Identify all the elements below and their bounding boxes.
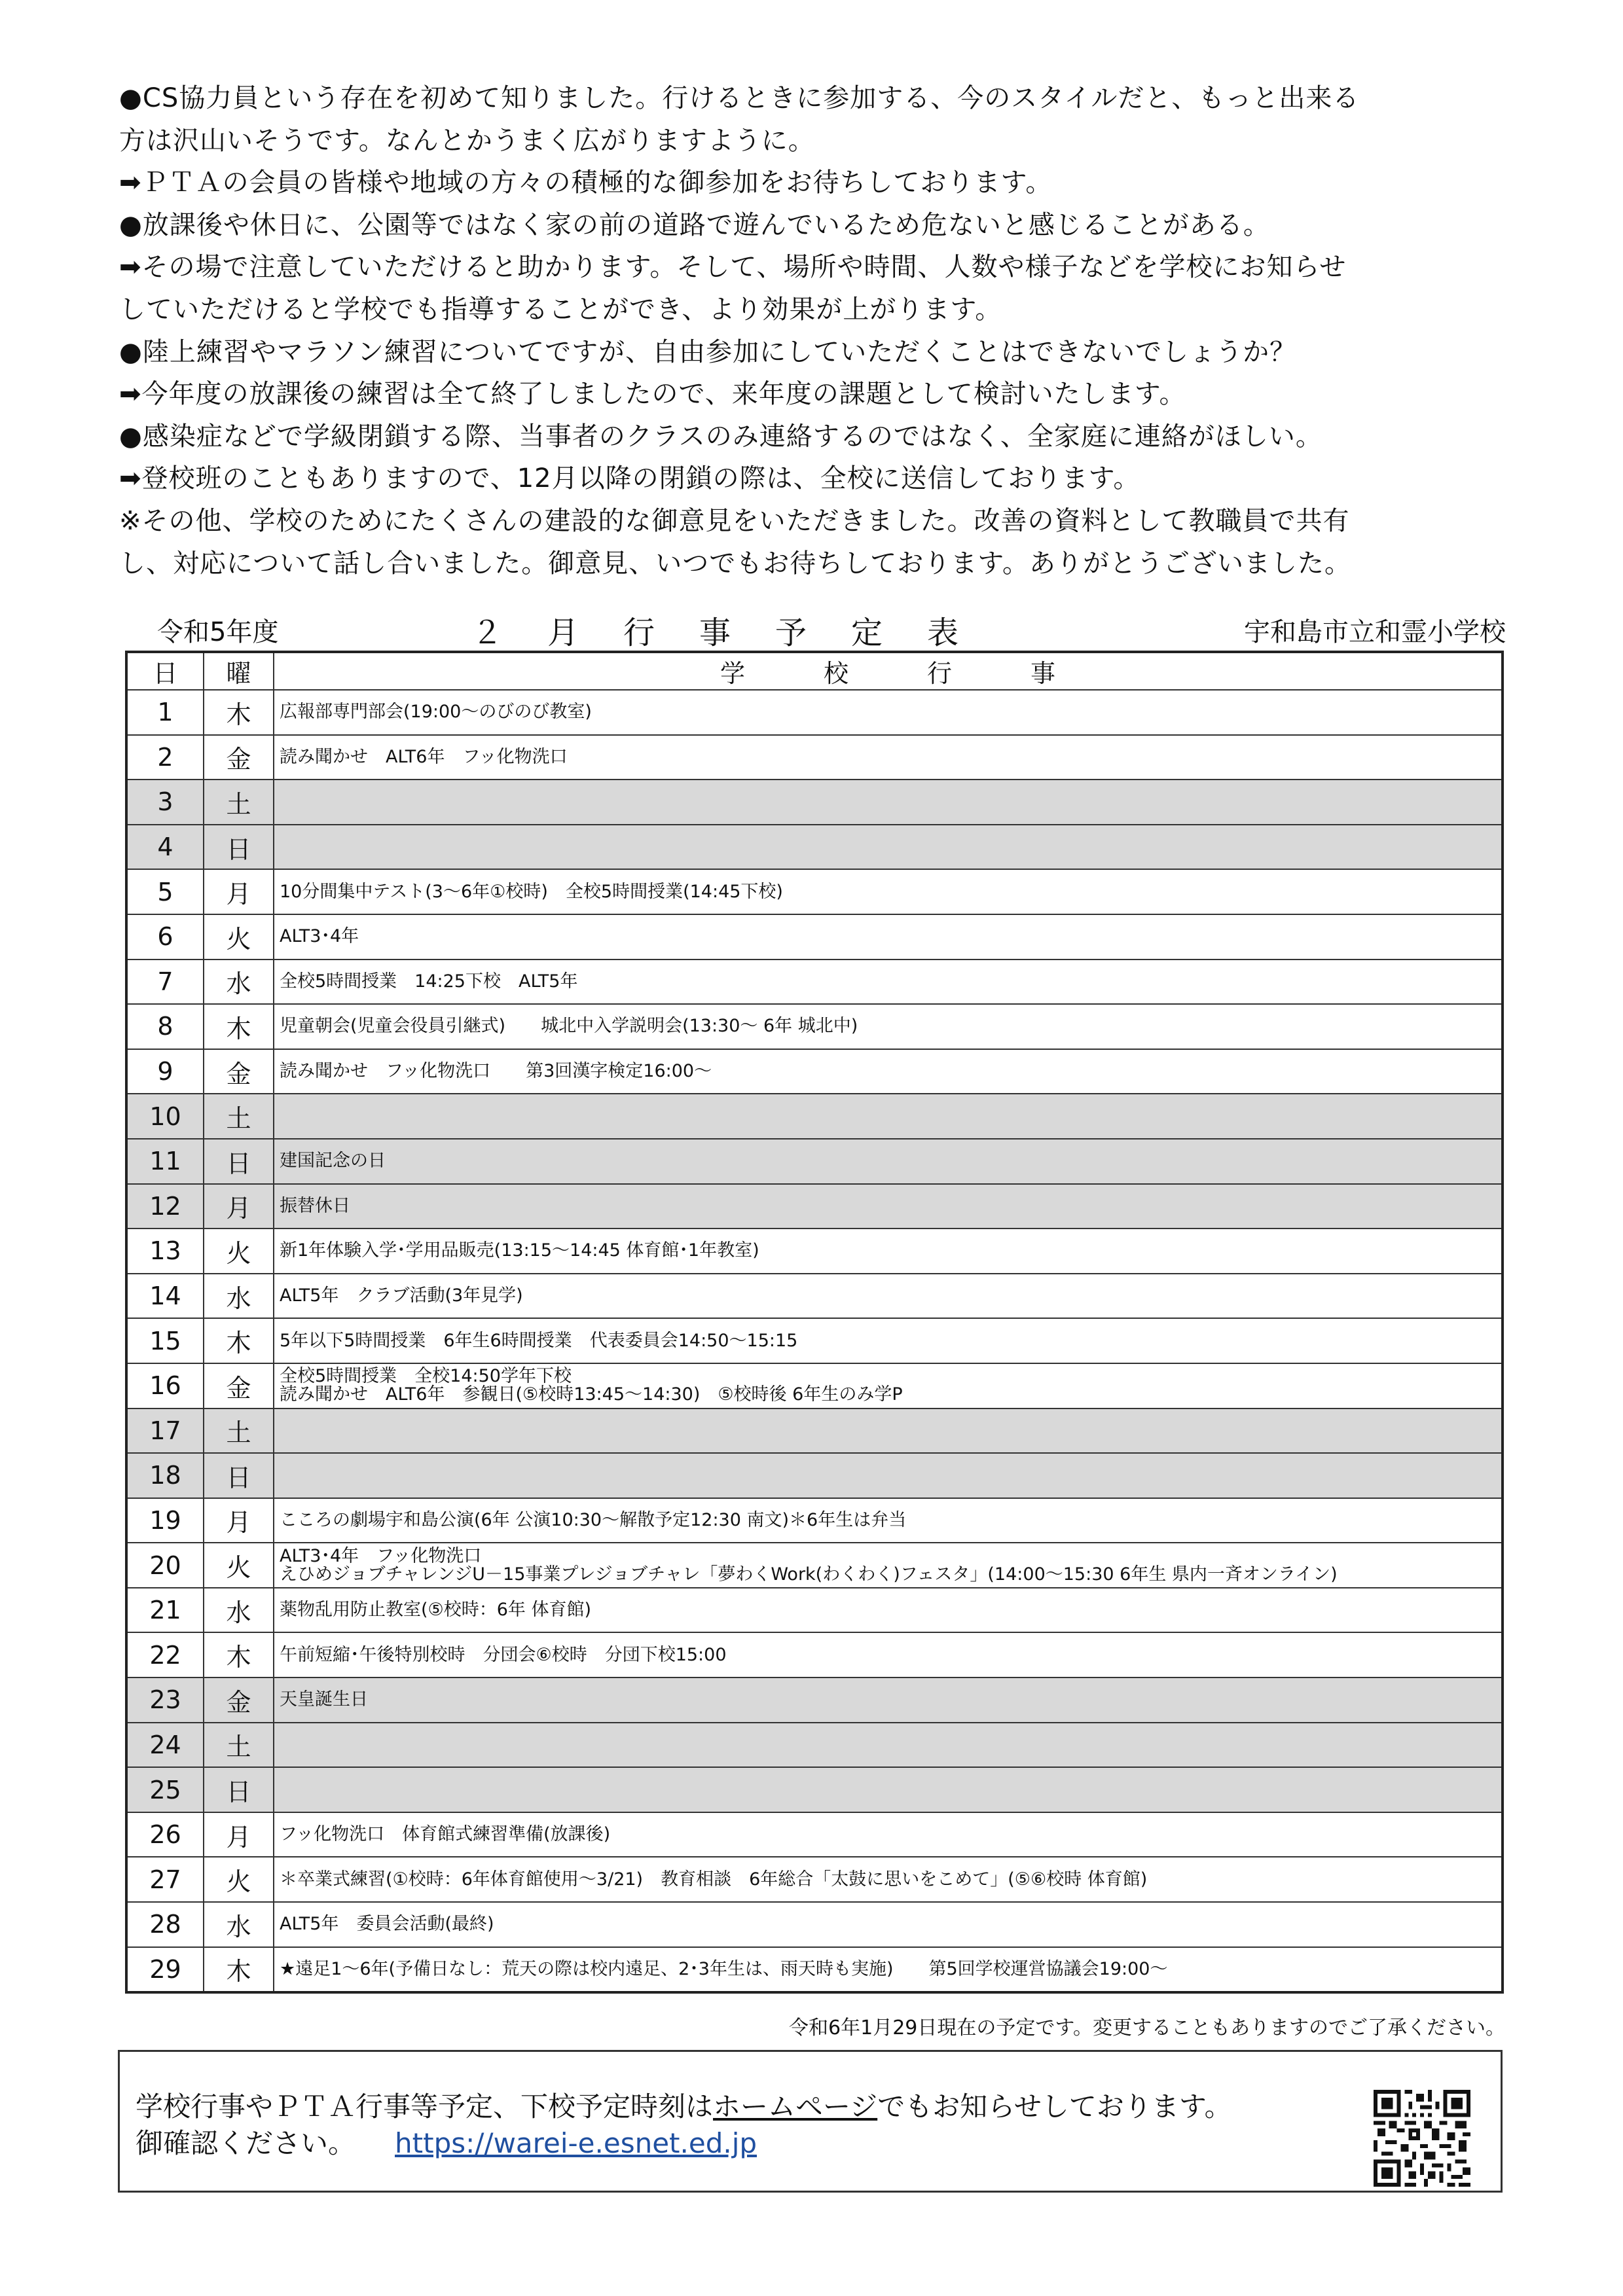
table-row xyxy=(126,1363,1503,1408)
event-cell: 天皇誕生日 xyxy=(274,1677,1503,1723)
day-cell: 18 xyxy=(126,1453,204,1498)
weekday-cell: 土 xyxy=(204,1408,274,1454)
day-cell: 3 xyxy=(126,780,204,825)
day-cell: 20 xyxy=(126,1543,204,1588)
day-cell: 19 xyxy=(126,1498,204,1543)
table-row xyxy=(126,1498,1503,1543)
weekday-cell: 月 xyxy=(204,1812,274,1857)
event-cell xyxy=(274,1453,1503,1498)
table-row xyxy=(126,1318,1503,1363)
weekday-cell: 月 xyxy=(204,869,274,914)
table-row xyxy=(126,960,1503,1005)
event-cell: 読み聞かせ フッ化物洗口 第3回漢字検定16:00～ xyxy=(274,1049,1503,1094)
day-cell: 23 xyxy=(126,1677,204,1723)
intro-line: ※その他、学校のためにたくさんの建設的な御意見をいただきました。改善の資料として教職員で共有 xyxy=(119,505,1350,536)
table-row xyxy=(126,780,1503,825)
weekday-cell: 水 xyxy=(204,1274,274,1319)
day-cell: 29 xyxy=(126,1947,204,1993)
day-cell: 27 xyxy=(126,1857,204,1902)
weekday-cell: 月 xyxy=(204,1184,274,1229)
weekday-cell: 水 xyxy=(204,960,274,1005)
table-row xyxy=(126,1902,1503,1947)
intro-line: ●陸上練習やマラソン練習についてですが、自由参加にしていただくことはできないでしょうか？ xyxy=(119,336,1297,367)
event-cell xyxy=(274,780,1503,825)
table-row xyxy=(126,825,1503,870)
day-cell: 24 xyxy=(126,1723,204,1768)
footer-line2: 御確認ください。 xyxy=(136,2127,356,2159)
day-cell: 13 xyxy=(126,1229,204,1274)
event-cell: 広報部専門部会(19:00～のびのび教室) xyxy=(274,690,1503,735)
schedule-note: 令和6年1月29日現在の予定です。変更することもありますのでご了承ください。 xyxy=(789,2017,1505,2039)
event-cell: 10分間集中テスト(3～6年①校時) 全校5時間授業(14:45下校) xyxy=(274,869,1503,914)
event-cell: ★遠足1～6年(予備日なし：荒天の際は校内遠足、2･3年生は、雨天時も実施) 第5回学校運営協議会19:00～ xyxy=(274,1947,1503,1993)
qr-code-icon xyxy=(1368,2090,1476,2187)
table-row xyxy=(126,1543,1503,1588)
weekday-cell: 日 xyxy=(204,825,274,870)
day-cell: 10 xyxy=(126,1094,204,1139)
event-cell: 児童朝会(児童会役員引継式) 城北中入学説明会(13:30～ 6年 城北中) xyxy=(274,1004,1503,1049)
weekday-cell: 金 xyxy=(204,1363,274,1408)
school-url-link[interactable]: https://warei-e.esnet.ed.jp xyxy=(395,2127,757,2159)
day-cell: 8 xyxy=(126,1004,204,1049)
table-row xyxy=(126,869,1503,914)
table-row xyxy=(126,1184,1503,1229)
event-cell: 全校5時間授業 14:25下校 ALT5年 xyxy=(274,960,1503,1005)
weekday-cell: 木 xyxy=(204,690,274,735)
event-cell: 5年以下5時間授業 6年生6時間授業 代表委員会14:50～15:15 xyxy=(274,1318,1503,1363)
event-cell: ALT5年 委員会活動(最終) xyxy=(274,1902,1503,1947)
event-cell: ALT3･4年 フッ化物洗口 えひめジョブチャレンジU－15事業プレジョブチャレ「夢わくWork(わくわく)フェスタ」(14:00～15:30 6年生 県内一斉オンライン) xyxy=(274,1543,1503,1588)
weekday-cell: 木 xyxy=(204,1318,274,1363)
intro-line: し、対応について話し合いました。御意見、いつでもお待ちしております。ありがとうございました。 xyxy=(119,548,1351,579)
weekday-cell: 木 xyxy=(204,1632,274,1677)
fiscal-year: 令和5年度 xyxy=(157,617,279,647)
event-cell xyxy=(274,1767,1503,1812)
weekday-cell: 金 xyxy=(204,1049,274,1094)
intro-line: 方は沢山いそうです。なんとかうまく広がりますように。 xyxy=(119,125,815,156)
table-row xyxy=(126,1857,1503,1902)
table-row xyxy=(126,1812,1503,1857)
event-cell xyxy=(274,1094,1503,1139)
table-row xyxy=(126,690,1503,735)
school-name: 宇和島市立和霊小学校 xyxy=(1244,617,1506,647)
header-weekday: 曜 xyxy=(204,652,274,690)
table-row xyxy=(126,1049,1503,1094)
homepage-link[interactable]: ホームページ xyxy=(713,2090,878,2123)
weekday-cell: 火 xyxy=(204,1229,274,1274)
intro-text xyxy=(119,77,1527,584)
day-cell: 25 xyxy=(126,1767,204,1812)
table-row xyxy=(126,1947,1503,1993)
day-cell: 2 xyxy=(126,735,204,780)
event-cell xyxy=(274,1408,1503,1454)
weekday-cell: 金 xyxy=(204,1677,274,1723)
header-events: 学校行事 xyxy=(274,652,1503,690)
event-cell: ALT5年 クラブ活動(3年見学) xyxy=(274,1274,1503,1319)
header-day: 日 xyxy=(126,652,204,690)
weekday-cell: 金 xyxy=(204,735,274,780)
intro-line: ➡登校班のこともありますので、12月以降の閉鎖の際は、全校に送信しております。 xyxy=(119,463,1140,494)
event-cell: 読み聞かせ ALT6年 フッ化物洗口 xyxy=(274,735,1503,780)
day-cell: 1 xyxy=(126,690,204,735)
table-row xyxy=(126,1723,1503,1768)
intro-line: ●CS協力員という存在を初めて知りました。行けるときに参加する、今のスタイルだと、もっと出来る xyxy=(119,83,1360,113)
table-row xyxy=(126,1139,1503,1184)
event-cell: 午前短縮･午後特別校時 分団会⑥校時 分団下校15:00 xyxy=(274,1632,1503,1677)
weekday-cell: 火 xyxy=(204,1857,274,1902)
weekday-cell: 日 xyxy=(204,1453,274,1498)
event-cell xyxy=(274,825,1503,870)
table-row xyxy=(126,1588,1503,1633)
weekday-cell: 火 xyxy=(204,1543,274,1588)
day-cell: 22 xyxy=(126,1632,204,1677)
event-cell: 新1年体験入学･学用品販売(13:15～14:45 体育館･1年教室) xyxy=(274,1229,1503,1274)
table-row xyxy=(126,1453,1503,1498)
table-row xyxy=(126,1677,1503,1723)
event-cell: 振替休日 xyxy=(274,1184,1503,1229)
table-row xyxy=(126,1004,1503,1049)
table-header-row xyxy=(126,652,1503,690)
day-cell: 4 xyxy=(126,825,204,870)
weekday-cell: 水 xyxy=(204,1588,274,1633)
weekday-cell: 火 xyxy=(204,914,274,960)
weekday-cell: 木 xyxy=(204,1004,274,1049)
day-cell: 17 xyxy=(126,1408,204,1454)
table-row xyxy=(126,1094,1503,1139)
table-row xyxy=(126,914,1503,960)
day-cell: 15 xyxy=(126,1318,204,1363)
day-cell: 28 xyxy=(126,1902,204,1947)
event-cell: フッ化物洗口 体育館式練習準備(放課後) xyxy=(274,1812,1503,1857)
day-cell: 11 xyxy=(126,1139,204,1184)
day-cell: 7 xyxy=(126,960,204,1005)
event-cell: こころの劇場宇和島公演(6年 公演10:30～解散予定12:30 南文)＊6年生は弁当 xyxy=(274,1498,1503,1543)
calendar-header xyxy=(157,607,1506,651)
intro-line: ➡その場で注意していただけると助かります。そして、場所や時間、人数や様子などを学校にお知らせ xyxy=(119,252,1347,283)
day-cell: 5 xyxy=(126,869,204,914)
table-row xyxy=(126,1767,1503,1812)
table-row xyxy=(126,1229,1503,1274)
day-cell: 12 xyxy=(126,1184,204,1229)
table-row xyxy=(126,735,1503,780)
day-cell: 21 xyxy=(126,1588,204,1633)
intro-line: ●感染症などで学級閉鎖する際、当事者のクラスのみ連絡するのではなく、全家庭に連絡がほしい。 xyxy=(119,421,1322,452)
event-cell: 全校5時間授業 全校14:50学年下校 読み聞かせ ALT6年 参観日(⑤校時13:45～14:30) ⑤校時後 6年生のみ学P xyxy=(274,1363,1503,1408)
table-row xyxy=(126,1632,1503,1677)
events-calendar-table xyxy=(125,651,1504,1994)
event-cell xyxy=(274,1723,1503,1768)
day-cell: 16 xyxy=(126,1363,204,1408)
footer-text xyxy=(136,2089,1232,2162)
footer-line1-after: でもお知らせしております。 xyxy=(877,2090,1232,2123)
event-cell: 建国記念の日 xyxy=(274,1139,1503,1184)
intro-line: していただけると学校でも指導することができ、より効果が上がります。 xyxy=(119,294,1002,325)
footer-box xyxy=(118,2050,1503,2193)
weekday-cell: 土 xyxy=(204,1094,274,1139)
weekday-cell: 月 xyxy=(204,1498,274,1543)
day-cell: 6 xyxy=(126,914,204,960)
intro-line: ➡今年度の放課後の練習は全て終了しましたので、来年度の課題として検討いたします。 xyxy=(119,379,1186,410)
weekday-cell: 日 xyxy=(204,1767,274,1812)
weekday-cell: 木 xyxy=(204,1947,274,1993)
table-row xyxy=(126,1274,1503,1319)
intro-line: ●放課後や休日に、公園等ではなく家の前の道路で遊んでいるため危ないと感じることがある。 xyxy=(119,209,1270,240)
weekday-cell: 日 xyxy=(204,1139,274,1184)
weekday-cell: 土 xyxy=(204,1723,274,1768)
event-cell: 薬物乱用防止教室(⑤校時：6年 体育館) xyxy=(274,1588,1503,1633)
footer-line1-before: 学校行事やＰＴＡ行事等予定、下校予定時刻は xyxy=(136,2090,714,2123)
day-cell: 9 xyxy=(126,1049,204,1094)
weekday-cell: 水 xyxy=(204,1902,274,1947)
table-row xyxy=(126,1408,1503,1454)
day-cell: 14 xyxy=(126,1274,204,1319)
day-cell: 26 xyxy=(126,1812,204,1857)
weekday-cell: 土 xyxy=(204,780,274,825)
event-cell: ＊卒業式練習(①校時：6年体育館使用～3/21) 教育相談 6年総合「太鼓に思いをこめて」(⑤⑥校時 体育館) xyxy=(274,1857,1503,1902)
intro-line: ➡ＰＴＡの会員の皆様や地域の方々の積極的な御参加をお待ちしております。 xyxy=(119,168,1053,198)
event-cell: ALT3･4年 xyxy=(274,914,1503,960)
calendar-title: ２ 月 行 事 予 定 表 xyxy=(471,615,966,651)
